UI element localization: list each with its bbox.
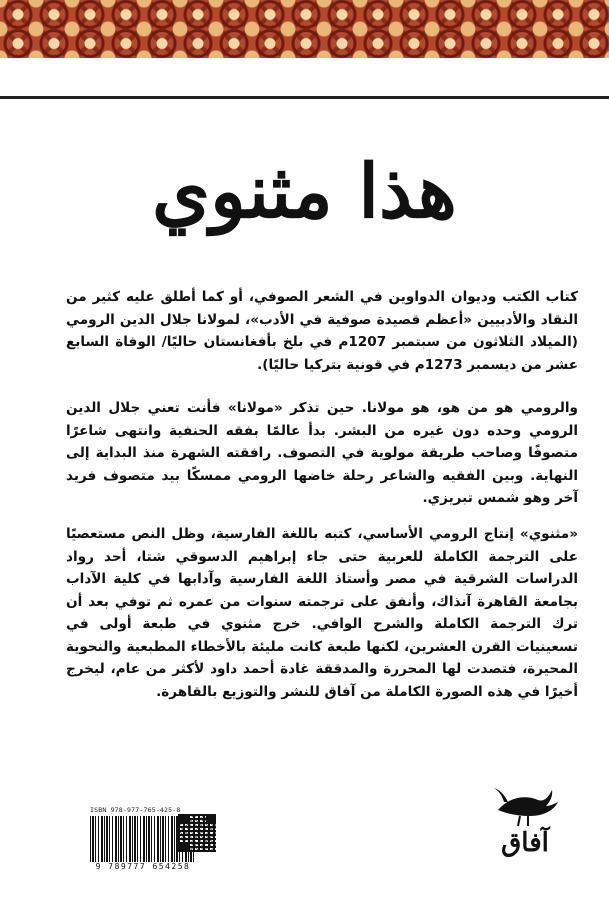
paragraph-rumi: والرومي هو من هو، هو مولانا. حين تذكر «مولانا» فأنت تعني جلال الدين الرومي وحده دون غيره من البشر. بدأ عالمًا بفقه الحنفية وانتهى شاعرًا متصوفًا وصاحب طريقة مولوية في التصوف. رافقته الشهرة منذ البداية إلى النهاية. وبين الفقيه والشاعر رحلة خاضها الرومي ممسكًا بيد متصوف فريد آخر وهو شمس تبريزي.: [66, 400, 578, 506]
book-title: هذا مثنوي: [152, 149, 457, 235]
publisher-logo-text: آفاق: [501, 828, 549, 858]
bird-logo-icon: [490, 780, 560, 832]
barcode-number: 9 789777 654258: [95, 862, 191, 871]
qr-code-icon: [178, 814, 216, 852]
horizontal-rule: [0, 96, 609, 99]
isbn-label: ISBN 978-977-765-425-8: [90, 806, 181, 814]
publisher-logo: [490, 780, 560, 876]
ornamental-banner: [0, 0, 609, 58]
paragraph-intro: كتاب الكتب وديوان الدواوين في الشعر الصوفي، أو كما أطلق عليه كثير من النقاد والأدبيين «أعظم قصيدة صوفية في الأدب»، لمولانا جلال الدين الرومي (الميلاد الثلاثون من سبتمبر 1207م في بلخ بأفغانستان حاليًا/ الوفاة السابع عشر من ديسمبر 1273م في قونية بتركيا حاليًا).: [66, 289, 578, 373]
paragraph-translation: «مثنوي» إنتاج الرومي الأساسي، كتبه باللغة الفارسية، وظل النص مستعصيًا على الترجمة الكاملة للعربية حتى جاء إبراهيم الدسوقي شتا، أحد رواد الدراسات الشرقية في مصر وأستاذ اللغة الفارسية وآدابها في كلية الآداب بجامعة القاهرة آنذاك، وأنفق على ترجمته سنوات من عمره ثم توفي بعد أن ترك الترجمة الكاملة والشرح الوافي. خرج مثنوي في طبعة أولى في تسعينيات القرن العشرين، لكنها طبعة كانت مليئة بالأخطاء المطبعية والنحوية المحيرة، فتصدت لها المحررة والمدققة غادة أحمد داود لأكثر من عام، ليخرج أخيرًا في هذه الصورة الكاملة من آفاق للنشر والتوزيع بالقاهرة.: [66, 526, 578, 700]
